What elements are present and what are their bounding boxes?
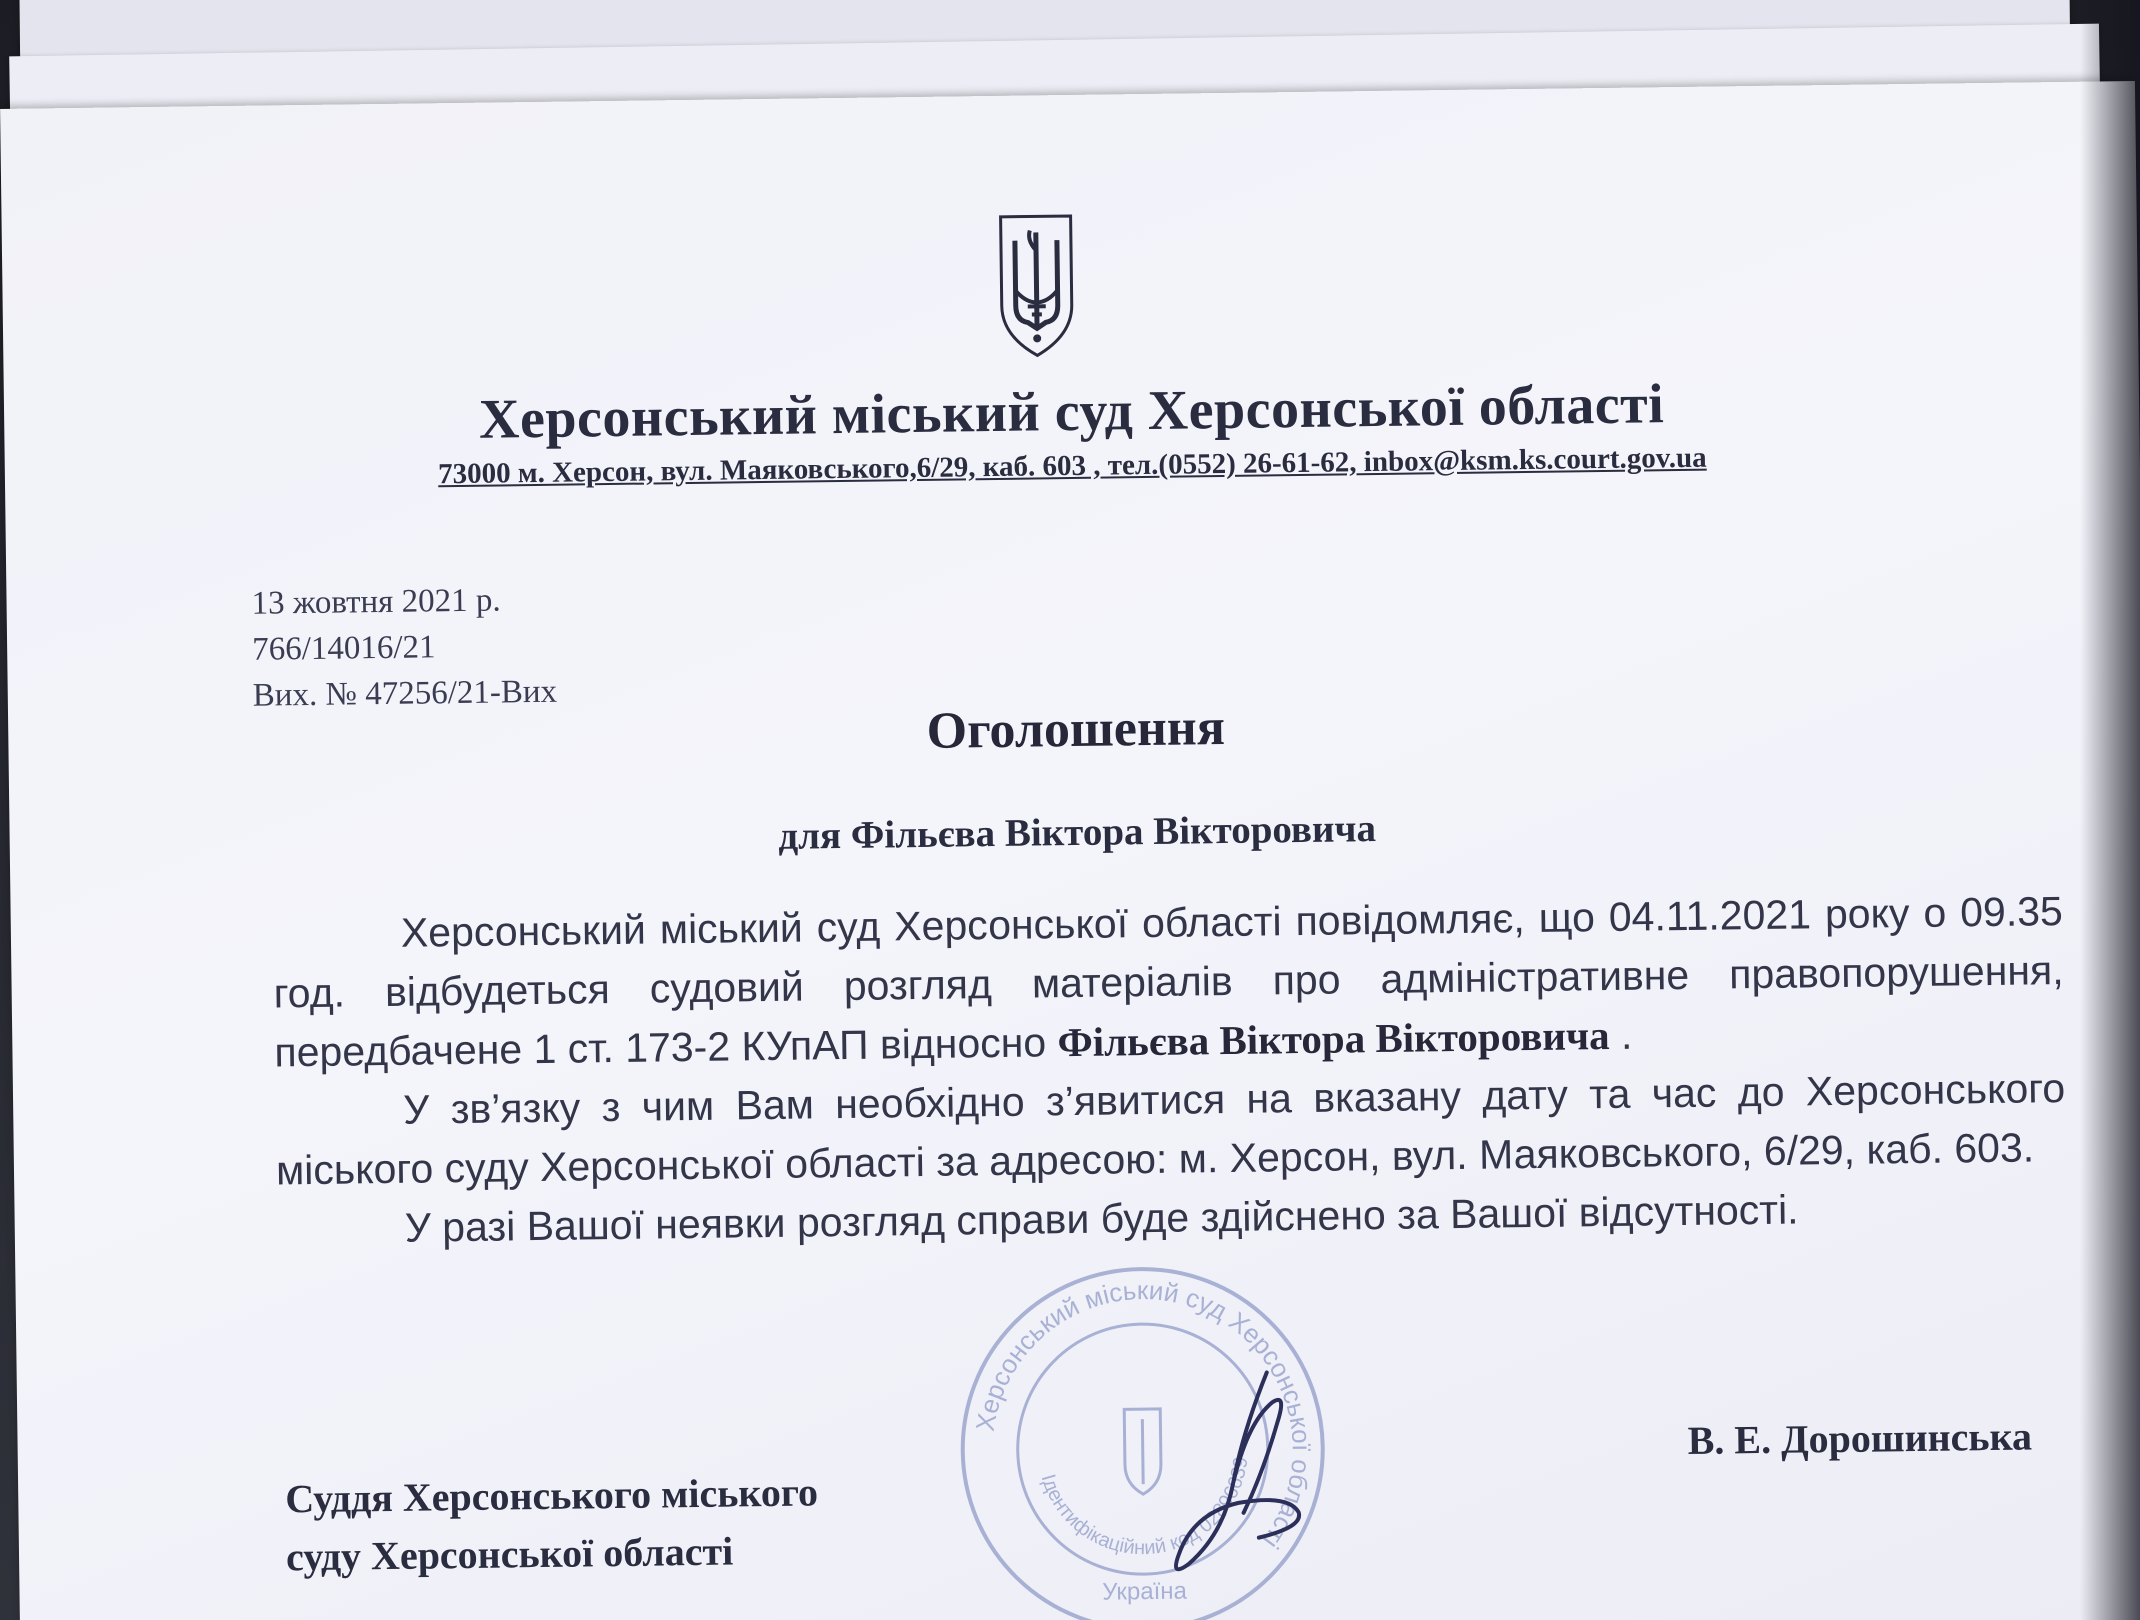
paragraph-appearance: У зв’язку з чим Вам необхідно з’явитися на вказану дату та час до Херсонського міського суду Херсонської області за адресою: м. Херсон, вул. Маяковського, 6/29, каб. 603. — [275, 1065, 2066, 1194]
recipient-line: для Фільєва Віктора Вікторовича — [778, 807, 1377, 858]
coat-of-arms-icon — [997, 210, 1077, 361]
notice-body — [273, 882, 2067, 1259]
outgoing-number: Вих. № 47256/21-Вих — [252, 673, 558, 714]
document-meta — [251, 577, 557, 719]
court-address: 73000 м. Херсон, вул. Маяковського,6/29, каб. 603 , тел.(0552) 26-61-62, inbox@ksm.ks.court.gov.ua — [437, 441, 1707, 491]
svg-text:Ідентифікаційний код 02896639: Ідентифікаційний код 02896639 — [1036, 1455, 1253, 1560]
judge-position — [285, 1463, 819, 1586]
svg-text:Україна: Україна — [1102, 1577, 1188, 1606]
judge-position-line-1: Суддя Херсонського міського — [285, 1469, 819, 1522]
document-title: Оголошення — [926, 698, 1226, 760]
svg-text:Херсонський міський суд Херсон: Херсонський міський суд Херсонської області — [969, 1275, 1317, 1555]
case-number: 766/14016/21 — [251, 629, 436, 668]
judge-position-line-2: суду Херсонської області — [285, 1528, 734, 1580]
paragraph-hearing: Херсонський міський суд Херсонської області повідомляє, що 04.11.2021 року о 09.35 год. відбудеться судовий розгляд матеріалів про адміністративне правопорушення, передбачене 1 ст. 173-2 КУпАП відносно Фільєва Віктора Вікторовича . — [273, 888, 2064, 1076]
paragraph-absence: У разі Вашої неявки розгляд справи буде здійснено за Вашої відсутності. — [404, 1186, 1799, 1251]
document-page — [0, 81, 2140, 1620]
signer-name: В. Е. Дорошинська — [1687, 1413, 2033, 1463]
document-date: 13 жовтня 2021 р. — [251, 582, 501, 622]
court-name: Херсонський міський суд Херсонської області — [478, 373, 1665, 451]
photo-shadow-edge — [2080, 0, 2140, 1620]
handwritten-signature — [1147, 1362, 1330, 1594]
defendant-name: Фільєва Віктора Вікторовича — [1057, 1011, 1610, 1066]
